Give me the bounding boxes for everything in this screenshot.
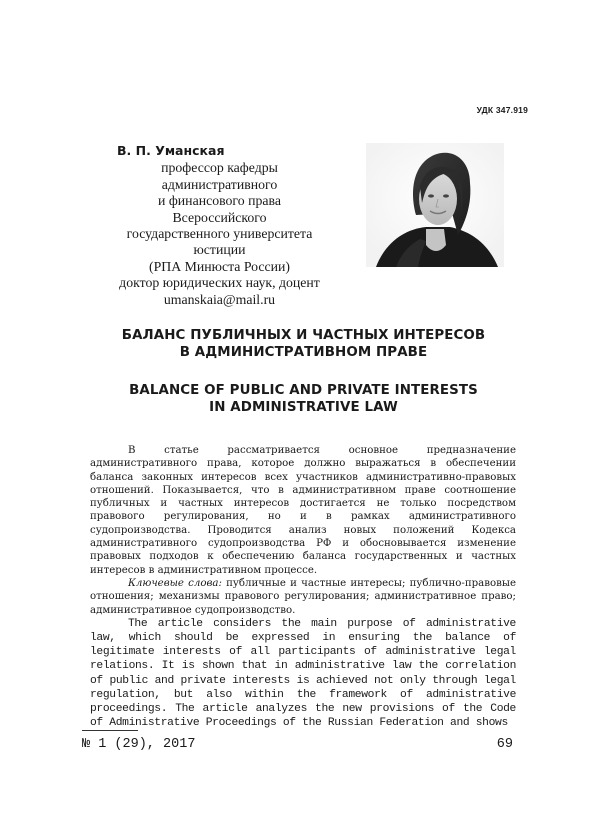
author-line: (РПА Минюста России)	[148, 258, 291, 274]
page-number: 69	[496, 737, 513, 752]
keywords	[90, 577, 516, 617]
author-email[interactable]: umanskaia@mail.ru	[163, 291, 276, 307]
article-title-ru	[82, 328, 525, 361]
keywords-label: Ключевые слова:	[128, 577, 222, 589]
author-name: В. П. Уманская	[117, 143, 225, 158]
udk-code: УДК 347.919	[476, 105, 528, 115]
title-en-line: IN ADMINISTRATIVE LAW	[209, 399, 398, 415]
author-line: профессор кафедры	[161, 160, 278, 176]
abstract-en: The article considers the main purpose of administrative law, which should be expressed in ensuring the balance of legitimate interests of all participants of administrative legal relations. It is shown that in administrative law the correlation of public and private interests is achieved not only through legal regulation, but also within the framework of administrative proceedings. The article analyzes the new provisions of the Code of Administrative Proceedings of the Russian Federation and shows	[90, 617, 516, 730]
title-en-line: BALANCE OF PUBLIC AND PRIVATE INTERESTS	[129, 383, 478, 398]
author-block	[82, 143, 357, 308]
author-line: юстиции	[193, 242, 246, 258]
title-ru-line: БАЛАНС ПУБЛИЧНЫХ И ЧАСТНЫХ ИНТЕРЕСОВ	[121, 328, 486, 343]
author-line: и финансового права	[158, 193, 281, 209]
keywords-text: публичные и частные интересы; публично-правовые отношения; механизмы правового регулирования; административное право; административное судопроизводство.	[90, 577, 516, 616]
author-portrait	[366, 143, 504, 267]
abstract-block	[90, 444, 516, 730]
article-title-en	[82, 383, 525, 416]
abstract-ru: В статье рассматривается основное предназначение административного права, которое должно выражаться в обеспечении баланса законных интересов всех участников административно-правовых отношений. Показывается, что в административном праве соотношение публичных и частных интересов достигается не только посредством правового регулирования, но и в рамках административного судопроизводства. Проводится анализ новых положений Кодекса административного судопроизводства РФ и обосновывается изменение правовых подходов к обеспечению баланса государственных и частных интересов в административном процессе.	[90, 445, 516, 576]
author-line: административного	[161, 176, 278, 192]
footer-divider	[82, 730, 138, 731]
author-line: доктор юридических наук, доцент	[119, 275, 320, 291]
journal-issue: № 1 (29), 2017	[82, 737, 196, 752]
author-line: государственного университета	[126, 226, 313, 242]
author-line: Всероссийского	[172, 209, 267, 225]
title-ru-line: В АДМИНИСТРАТИВНОМ ПРАВЕ	[179, 344, 428, 360]
